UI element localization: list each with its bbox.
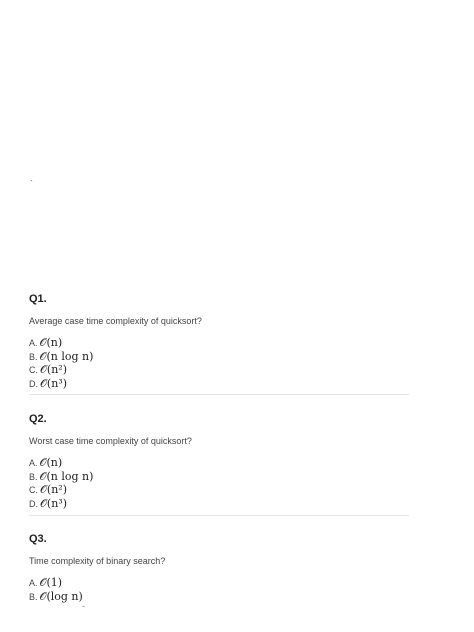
stray-mark-bottom: - [82,601,85,611]
option-b [29,470,409,484]
answer-options [29,336,409,390]
option-letter: A. [29,338,38,348]
option-expression: 𝒪(n) [39,336,63,349]
question-prompt: Time complexity of binary search? [29,556,166,566]
option-expression: 𝒪(n log n) [39,349,94,363]
option-d [29,497,409,511]
option-letter: A. [29,578,38,588]
question-divider [29,515,409,516]
option-expression: 𝒪(log n) [39,589,83,603]
option-expression: 𝒪(n³) [40,496,68,510]
option-letter: B. [29,351,38,362]
question-title: Q3. [29,533,47,545]
option-letter: B. [29,591,38,602]
question-title: Q1. [29,293,47,305]
option-b [29,590,409,604]
question-1 [29,292,409,390]
question-title: Q2. [29,413,47,425]
option-expression: 𝒪(n³) [40,376,68,390]
answer-options [29,456,409,510]
option-a [29,576,409,590]
option-expression: 𝒪(n log n) [39,469,94,483]
option-b [29,350,409,364]
option-letter: D. [29,498,38,509]
option-c [29,483,409,497]
option-expression: 𝒪(1) [39,576,63,589]
option-letter: C. [29,365,38,375]
stray-mark-top: ` [30,179,33,189]
answer-options [29,576,409,603]
option-letter: B. [29,471,38,482]
question-3 [29,532,409,603]
option-a [29,336,409,350]
question-divider [29,394,409,395]
question-2 [29,412,409,510]
question-prompt: Average case time complexity of quicksort? [29,316,202,326]
option-a [29,456,409,470]
option-expression: 𝒪(n²) [40,363,68,376]
option-expression: 𝒪(n²) [40,483,68,496]
option-letter: A. [29,458,38,468]
option-expression: 𝒪(n) [39,456,63,469]
option-d [29,377,409,391]
option-letter: D. [29,378,38,389]
option-c [29,363,409,377]
option-letter: C. [29,485,38,495]
question-prompt: Worst case time complexity of quicksort? [29,436,192,446]
